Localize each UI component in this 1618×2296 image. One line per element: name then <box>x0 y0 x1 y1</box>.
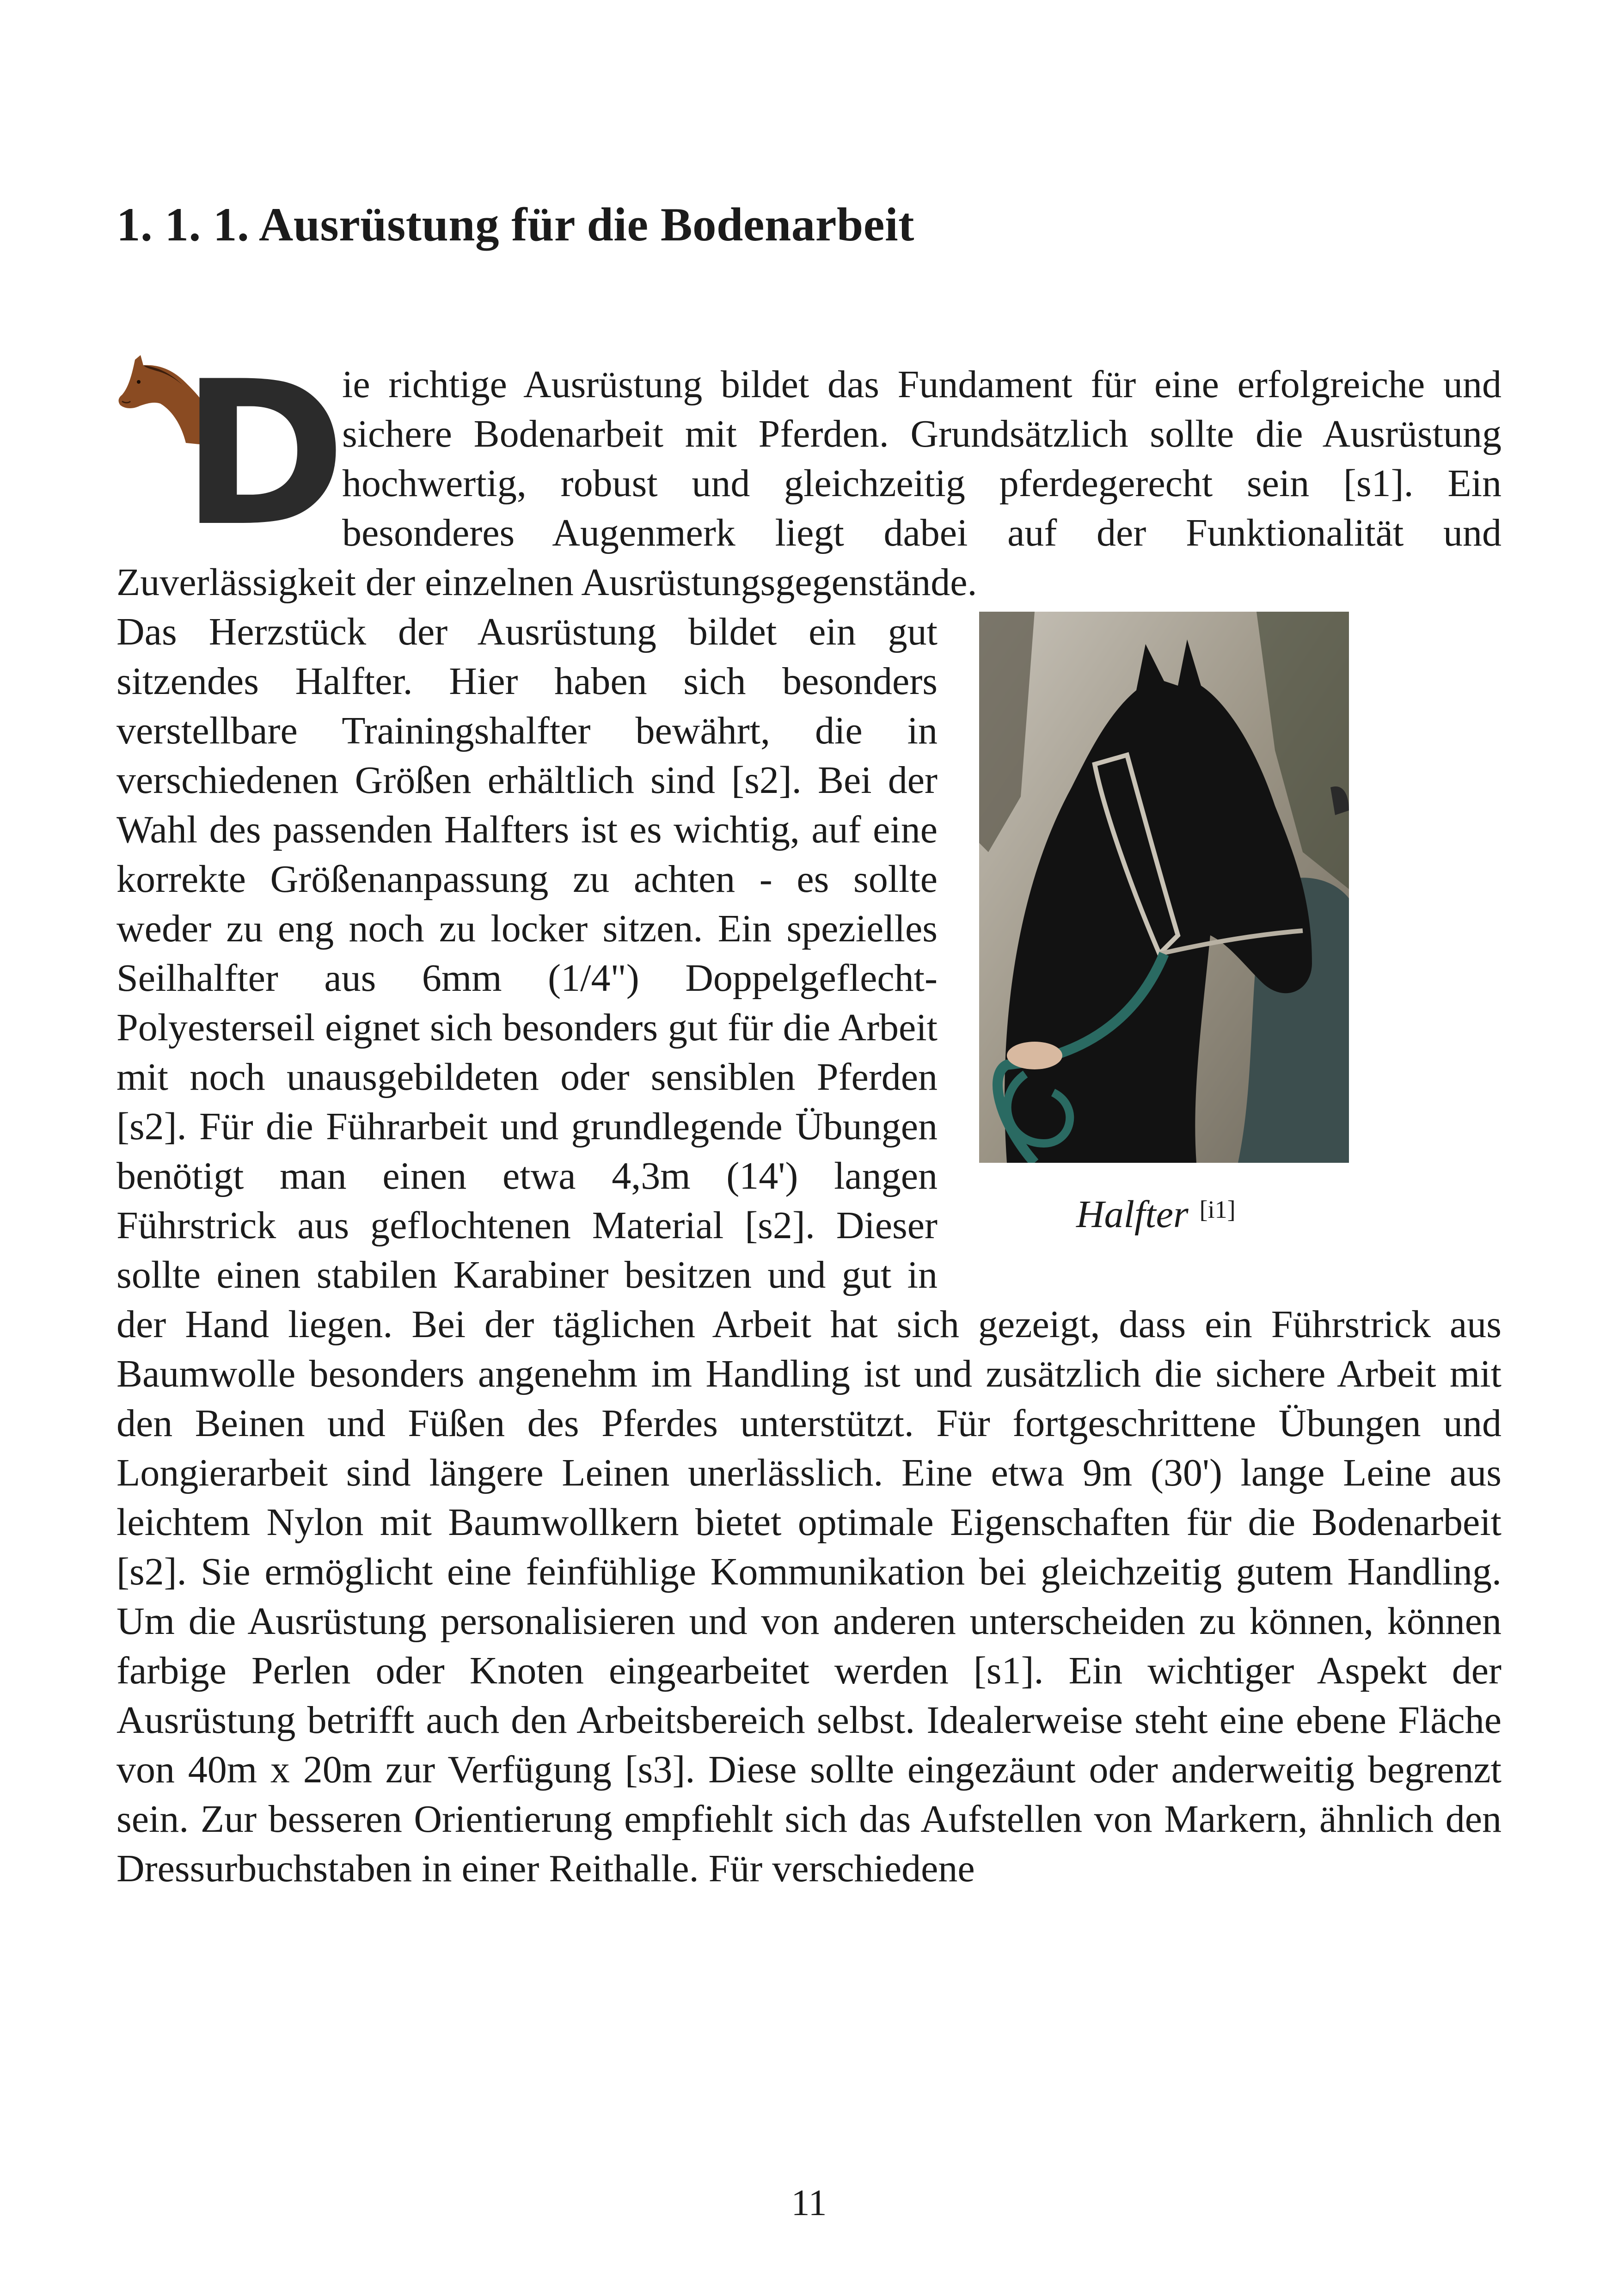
figure-reference: [i1] <box>1199 1196 1236 1223</box>
page-number: 11 <box>791 2183 827 2223</box>
section-heading: 1. 1. 1. Ausrüstung für die Bodenarbeit <box>116 198 914 251</box>
figure-caption <box>1076 1190 1236 1244</box>
paragraph-main: Das Herzstück der Ausrüstung bildet ein gut sitzendes Halfter. Hier haben sich besonders verstellbare Trainingshalfter bewährt, die in verschiedenen Größen erhältlich sind [s2]. Bei der Wahl des passenden Halfters ist es wichtig, auf eine korrekte Größenanpassung zu achten - es sollte weder zu eng noch zu locker sitzen. Ein spezielles Seilhalfter aus 6mm (1/4") Doppelgeflecht-Polyesterseil eignet sich besonders gut für die Arbeit mit noch unausgebildeten oder sensiblen Pferden [s2]. Für die Führarbeit und grundlegende Übungen benötigt man einen etwa 4,3m (14') langen Führstrick aus geflochtenen Material [s2]. Dieser sollte einen stabilen Karabiner besitzen und gut in der Hand liegen. Bei der täglichen Arbeit hat sich gezeigt, dass ein Führstrick aus Baumwolle besonders angenehm im Handling ist und zusätzlich die sichere Arbeit mit den Beinen und Füßen des Pferdes unterstützt. Für fortgeschrittene Übungen und Longierarbeit sind längere Leinen unerlässlich. Eine etwa 9m (30') lange Leine aus leichtem Nylon mit Baumwollkern bietet optimale Eigenschaften für die Bodenarbeit [s2]. Sie ermöglicht eine feinfühlige Kommunikation bei gleichzeitig gutem Handling. Um die Ausrüstung personalisieren und von anderen unterscheiden zu können, können farbige Perlen oder Knoten eingearbeitet werden [s1]. Ein wichtiger Aspekt der Ausrüstung betrifft auch den Arbeitsbereich selbst. Idealerweise steht eine ebene Fläche von 40m x 20m zur Verfügung [s3]. Diese sollte eingezäunt oder anderweitig begrenzt sein. Zur besseren Orientierung empfiehlt sich das Aufstellen von Markern, ähnlich den Dressurbuchstaben in einer Reithalle. Für verschiedene <box>116 610 1502 1890</box>
dropcap-letter: D <box>181 339 346 570</box>
dropcap <box>116 339 346 570</box>
paragraph-intro: ie richtige Ausrüstung bildet das Fundament für eine erfolgreiche und sichere Bodenarbeit mit Pferden. Grundsätzlich sollte die Ausrüstung hochwertig, robust und gleichzeitig pferdegerecht sein [s1]. Ein besonderes Augenmerk liegt dabei auf der Funktionalität und Zuverlässigkeit der einzelnen Ausrüstungsgegenstände. <box>116 363 1502 604</box>
figure-caption-text: Halfter <box>1076 1193 1189 1236</box>
figure <box>974 612 1502 1291</box>
horse-with-halter-photo <box>979 612 1349 1163</box>
body-text <box>116 339 1502 1893</box>
